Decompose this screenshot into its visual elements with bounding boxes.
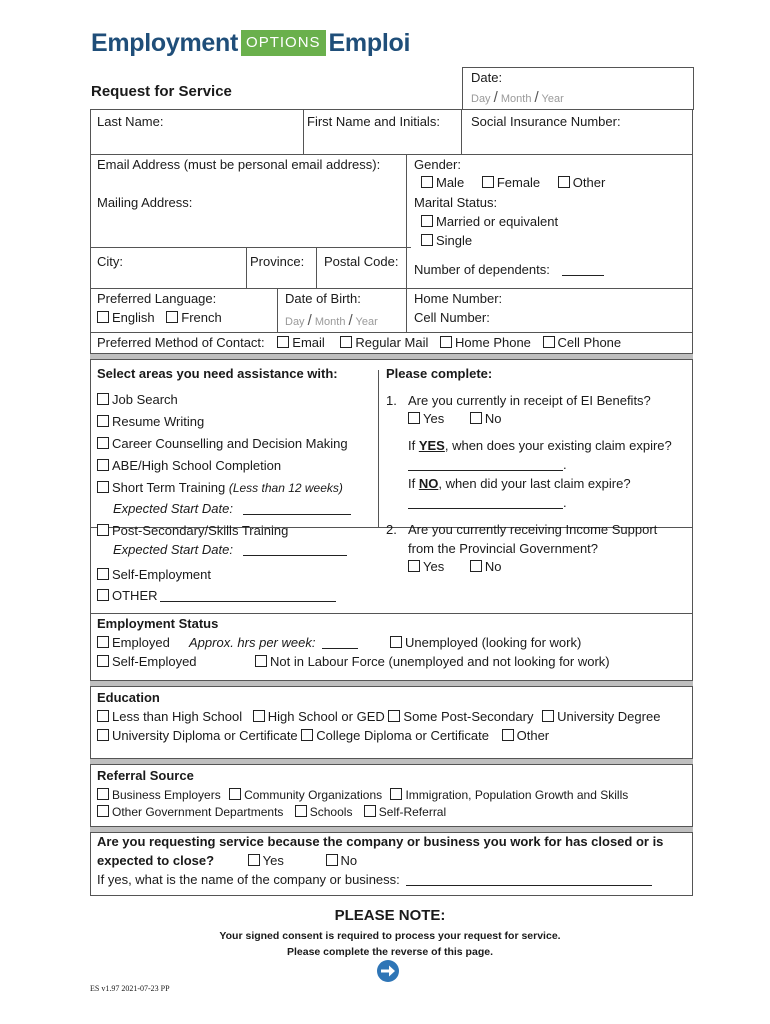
if-no-post: , when did your last claim expire? <box>438 476 631 491</box>
form-version-footer: ES v1.97 2021-07-23 PP <box>90 984 170 993</box>
edu-other-label: Other <box>516 728 550 743</box>
education-row1 <box>97 709 660 724</box>
start-date-1-line <box>243 502 351 515</box>
employment-self-checkbox[interactable] <box>97 654 197 669</box>
employment-nilf-checkbox[interactable] <box>255 654 610 669</box>
date-year: Year <box>541 93 564 105</box>
logo-word-employment: Employment <box>91 28 239 57</box>
q2-line2: from the Provincial Government? <box>408 541 599 556</box>
dependents-line <box>562 263 604 276</box>
education-heading: Education <box>97 690 160 705</box>
checkbox-icon <box>421 215 433 227</box>
area-abe-checkbox[interactable] <box>97 458 281 473</box>
if-no-line <box>408 496 563 509</box>
closure-yes-checkbox[interactable] <box>248 853 284 868</box>
q2-yes-label: Yes <box>423 559 445 574</box>
edu-sps-checkbox[interactable] <box>388 709 533 724</box>
areas-heading: Select areas you need assistance with: <box>97 366 338 381</box>
q1-no-label: No <box>484 411 502 426</box>
contact-mail-label: Regular Mail <box>355 335 429 350</box>
email-field[interactable]: Email Address (must be personal email address): <box>97 157 381 172</box>
date-field[interactable] <box>471 89 564 106</box>
checkbox-icon <box>97 524 109 536</box>
q1-yes-checkbox[interactable] <box>408 411 444 426</box>
edu-cdc-label: College Diploma or Certificate <box>316 728 489 743</box>
checkbox-icon <box>97 437 109 449</box>
checkbox-icon <box>542 710 554 722</box>
date-label: Date: <box>471 70 503 85</box>
checkbox-icon <box>97 311 109 323</box>
checkbox-icon <box>97 710 109 722</box>
edu-hs-label: High School or GED <box>267 709 385 724</box>
ref-business-label: Business Employers <box>112 788 221 802</box>
edu-sps-label: Some Post-Secondary <box>403 709 534 724</box>
contact-row <box>97 335 621 350</box>
area-resume-checkbox[interactable] <box>97 414 204 429</box>
q2-no-checkbox[interactable] <box>470 559 502 574</box>
if-no-text <box>408 476 631 491</box>
edu-ud-label: University Degree <box>557 709 661 724</box>
area-other-checkbox[interactable] <box>97 588 336 603</box>
ref-schools-label: Schools <box>309 805 353 819</box>
contact-email-label: Email <box>292 335 325 350</box>
checkbox-icon <box>97 393 109 405</box>
contact-home-label: Home Phone <box>455 335 531 350</box>
area-job-checkbox[interactable] <box>97 392 178 407</box>
closure-yes-label: Yes <box>262 853 284 868</box>
start-date-2-label: Expected Start Date: <box>113 542 233 557</box>
gender-female-checkbox[interactable] <box>482 175 540 190</box>
language-french-label: French <box>181 310 222 325</box>
checkbox-icon <box>277 336 289 348</box>
city-field[interactable]: City: <box>97 254 123 269</box>
date-sep: / <box>534 89 539 106</box>
gender-other-checkbox[interactable] <box>558 175 606 190</box>
employment-employed-checkbox[interactable] <box>97 635 170 650</box>
note-title: PLEASE NOTE: <box>334 907 446 924</box>
checkbox-icon <box>340 336 352 348</box>
contact-label: Preferred Method of Contact: <box>97 335 265 350</box>
next-page-arrow-icon[interactable] <box>377 960 399 982</box>
ref-gov-checkbox[interactable] <box>97 805 283 819</box>
if-yes-pre: If <box>408 438 419 453</box>
employment-nilf-label: Not in Labour Force (unemployed and not looking for work) <box>270 654 610 669</box>
checkbox-icon <box>97 415 109 427</box>
checkbox-icon <box>470 560 482 572</box>
first-name-field[interactable]: First Name and Initials: <box>307 114 440 129</box>
dob-year: Year <box>355 316 378 328</box>
last-name-field[interactable]: Last Name: <box>97 114 164 129</box>
checkbox-icon <box>166 311 178 323</box>
ref-community-checkbox[interactable] <box>229 788 382 802</box>
edu-cdc-checkbox[interactable] <box>301 728 489 743</box>
checkbox-icon <box>421 234 433 246</box>
area-post-checkbox[interactable] <box>97 523 288 538</box>
complete-heading: Please complete: <box>386 366 493 381</box>
checkbox-icon <box>97 568 109 580</box>
hrs-per-week-label: Approx. hrs per week: <box>189 635 316 650</box>
section-divider <box>90 826 693 833</box>
mailing-address-field[interactable]: Mailing Address: <box>97 195 193 210</box>
checkbox-icon <box>97 459 109 471</box>
checkbox-icon <box>558 176 570 188</box>
gender-male-checkbox[interactable] <box>421 175 464 190</box>
edu-lths-label: Less than High School <box>112 709 243 724</box>
checkbox-icon <box>502 729 514 741</box>
q1-no-checkbox[interactable] <box>470 411 502 426</box>
hrs-per-week-field[interactable] <box>189 635 358 650</box>
date-day: Day <box>471 93 491 105</box>
start-date-1-field[interactable] <box>113 501 351 516</box>
checkbox-icon <box>440 336 452 348</box>
language-label: Preferred Language: <box>97 291 217 306</box>
contact-cell-label: Cell Phone <box>557 335 622 350</box>
ref-gov-label: Other Government Departments <box>112 805 284 819</box>
checkbox-icon <box>97 805 109 817</box>
logo-word-options: OPTIONS <box>241 30 326 56</box>
edu-hs-checkbox[interactable] <box>253 709 385 724</box>
gender-female-label: Female <box>496 175 541 190</box>
edu-lths-checkbox[interactable] <box>97 709 242 724</box>
language-english-checkbox[interactable] <box>97 310 155 325</box>
gender-male-label: Male <box>436 175 465 190</box>
ref-immigration-label: Immigration, Population Growth and Skills <box>405 788 629 802</box>
note-line-1: Your signed consent is required to process your request for service. <box>219 930 561 942</box>
start-date-2-field[interactable] <box>113 542 347 557</box>
closure-no-checkbox[interactable] <box>326 853 358 868</box>
section-divider <box>90 353 693 360</box>
marital-single-label: Single <box>436 233 473 248</box>
q2-yes-checkbox[interactable] <box>408 559 444 574</box>
checkbox-icon <box>97 655 109 667</box>
area-self-label: Self-Employment <box>112 567 211 582</box>
cell-number-field[interactable]: Cell Number: <box>414 310 490 325</box>
q1-text: Are you currently in receipt of EI Benefits? <box>408 393 651 408</box>
company-name-label: If yes, what is the name of the company or business: <box>97 872 400 887</box>
checkbox-icon <box>97 589 109 601</box>
area-other-label: OTHER <box>112 588 158 603</box>
date-month: Month <box>500 93 532 105</box>
employment-unemployed-label: Unemployed (looking for work) <box>405 635 582 650</box>
closure-question-line2: expected to close? <box>97 853 215 868</box>
q1-num: 1. <box>386 393 397 408</box>
dob-label: Date of Birth: <box>285 291 361 306</box>
employment-heading: Employment Status <box>97 616 219 631</box>
dob-sep: / <box>307 312 312 329</box>
company-name-field[interactable] <box>97 872 652 887</box>
checkbox-icon <box>326 854 338 866</box>
if-yes-field[interactable]: . <box>408 457 567 472</box>
marital-single-checkbox[interactable] <box>421 233 472 248</box>
q1-yes-label: Yes <box>423 411 445 426</box>
checkbox-icon <box>482 176 494 188</box>
checkbox-icon <box>390 788 402 800</box>
dob-sep: / <box>348 312 353 329</box>
closure-question-line1: Are you requesting service because the company or business you work for has closed or is <box>97 834 664 849</box>
ref-self-label: Self-Referral <box>378 805 447 819</box>
marital-label: Marital Status: <box>414 195 498 210</box>
start-date-2-line <box>243 543 347 556</box>
logo <box>91 26 410 60</box>
ref-immigration-checkbox[interactable] <box>390 788 628 802</box>
dob-field[interactable] <box>285 312 378 329</box>
area-other-line <box>160 589 336 602</box>
checkbox-icon <box>364 805 376 817</box>
checkbox-icon <box>97 636 109 648</box>
q1-options <box>408 411 501 426</box>
checkbox-icon <box>388 710 400 722</box>
dob-month: Month <box>314 316 346 328</box>
language-options <box>97 310 222 325</box>
hrs-per-week-line <box>322 636 358 649</box>
employment-employed-label: Employed <box>112 635 170 650</box>
checkbox-icon <box>295 805 307 817</box>
gender-options <box>421 175 605 190</box>
if-no-field[interactable]: . <box>408 495 567 510</box>
employment-unemployed-checkbox[interactable] <box>390 635 581 650</box>
home-number-field[interactable]: Home Number: <box>414 291 503 306</box>
contact-email-checkbox[interactable] <box>277 335 325 350</box>
ref-community-label: Community Organizations <box>244 788 383 802</box>
language-english-label: English <box>112 310 155 325</box>
contact-cell-checkbox[interactable] <box>543 335 622 350</box>
marital-married-label: Married or equivalent <box>436 214 559 229</box>
checkbox-icon <box>543 336 555 348</box>
area-resume-label: Resume Writing <box>112 414 205 429</box>
if-no-word: NO <box>418 476 439 491</box>
contact-home-checkbox[interactable] <box>440 335 531 350</box>
referral-row1 <box>97 788 628 802</box>
ref-self-checkbox[interactable] <box>364 805 446 819</box>
note-line-2: Please complete the reverse of this page. <box>286 946 493 958</box>
if-yes-line <box>408 458 563 471</box>
checkbox-icon <box>408 560 420 572</box>
checkbox-icon <box>97 788 109 800</box>
if-yes-word: YES <box>418 438 445 453</box>
language-french-checkbox[interactable] <box>166 310 221 325</box>
area-career-label: Career Counselling and Decision Making <box>112 436 348 451</box>
checkbox-icon <box>421 176 433 188</box>
contact-mail-checkbox[interactable] <box>340 335 428 350</box>
checkbox-icon <box>470 412 482 424</box>
q2-options <box>408 559 501 574</box>
date-sep: / <box>493 89 498 106</box>
checkbox-icon <box>390 636 402 648</box>
checkbox-icon <box>97 481 109 493</box>
area-short-label: Short Term Training <box>112 480 226 495</box>
dependents-field[interactable] <box>414 262 604 277</box>
q2-num: 2. <box>386 522 397 537</box>
referral-row2 <box>97 805 446 819</box>
education-row2 <box>97 728 549 743</box>
ref-schools-checkbox[interactable] <box>295 805 353 819</box>
referral-heading: Referral Source <box>97 768 194 783</box>
postal-code-field[interactable]: Postal Code: <box>324 254 399 269</box>
area-career-checkbox[interactable] <box>97 436 348 451</box>
if-yes-text <box>408 438 672 453</box>
checkbox-icon <box>248 854 260 866</box>
closure-row <box>97 853 357 868</box>
q2-no-label: No <box>484 559 502 574</box>
checkbox-icon <box>408 412 420 424</box>
area-short-checkbox[interactable] <box>97 480 343 495</box>
checkbox-icon <box>97 729 109 741</box>
area-post-label: Post-Secondary/Skills Training <box>112 523 289 538</box>
section-divider <box>90 680 693 687</box>
dependents-label: Number of dependents: <box>414 262 550 277</box>
area-abe-label: ABE/High School Completion <box>112 458 282 473</box>
closure-no-label: No <box>340 853 358 868</box>
gender-label: Gender: <box>414 157 461 172</box>
checkbox-icon <box>253 710 265 722</box>
q2-line1: Are you currently receiving Income Support <box>408 522 658 537</box>
if-yes-post: , when does your existing claim expire? <box>444 438 672 453</box>
area-job-label: Job Search <box>112 392 178 407</box>
ref-business-checkbox[interactable] <box>97 788 221 802</box>
checkbox-icon <box>229 788 241 800</box>
gender-other-label: Other <box>572 175 606 190</box>
page-title: Request for Service <box>91 83 232 100</box>
if-no-pre: If <box>408 476 419 491</box>
checkbox-icon <box>255 655 267 667</box>
area-short-note: (Less than 12 weeks) <box>228 481 343 495</box>
area-self-checkbox[interactable] <box>97 567 211 582</box>
edu-udc-label: University Diploma or Certificate <box>112 728 298 743</box>
dob-day: Day <box>285 316 305 328</box>
start-date-1-label: Expected Start Date: <box>113 501 233 516</box>
edu-udc-checkbox[interactable] <box>97 728 298 743</box>
checkbox-icon <box>301 729 313 741</box>
logo-word-emploi: Emploi <box>328 28 411 57</box>
edu-other-checkbox[interactable] <box>502 728 550 743</box>
section-divider <box>90 758 693 765</box>
province-field[interactable]: Province: <box>250 254 305 269</box>
sin-field[interactable]: Social Insurance Number: <box>471 114 621 129</box>
marital-married-checkbox[interactable] <box>421 214 558 229</box>
edu-ud-checkbox[interactable] <box>542 709 660 724</box>
employment-self-label: Self-Employed <box>112 654 197 669</box>
company-name-line <box>406 873 652 886</box>
